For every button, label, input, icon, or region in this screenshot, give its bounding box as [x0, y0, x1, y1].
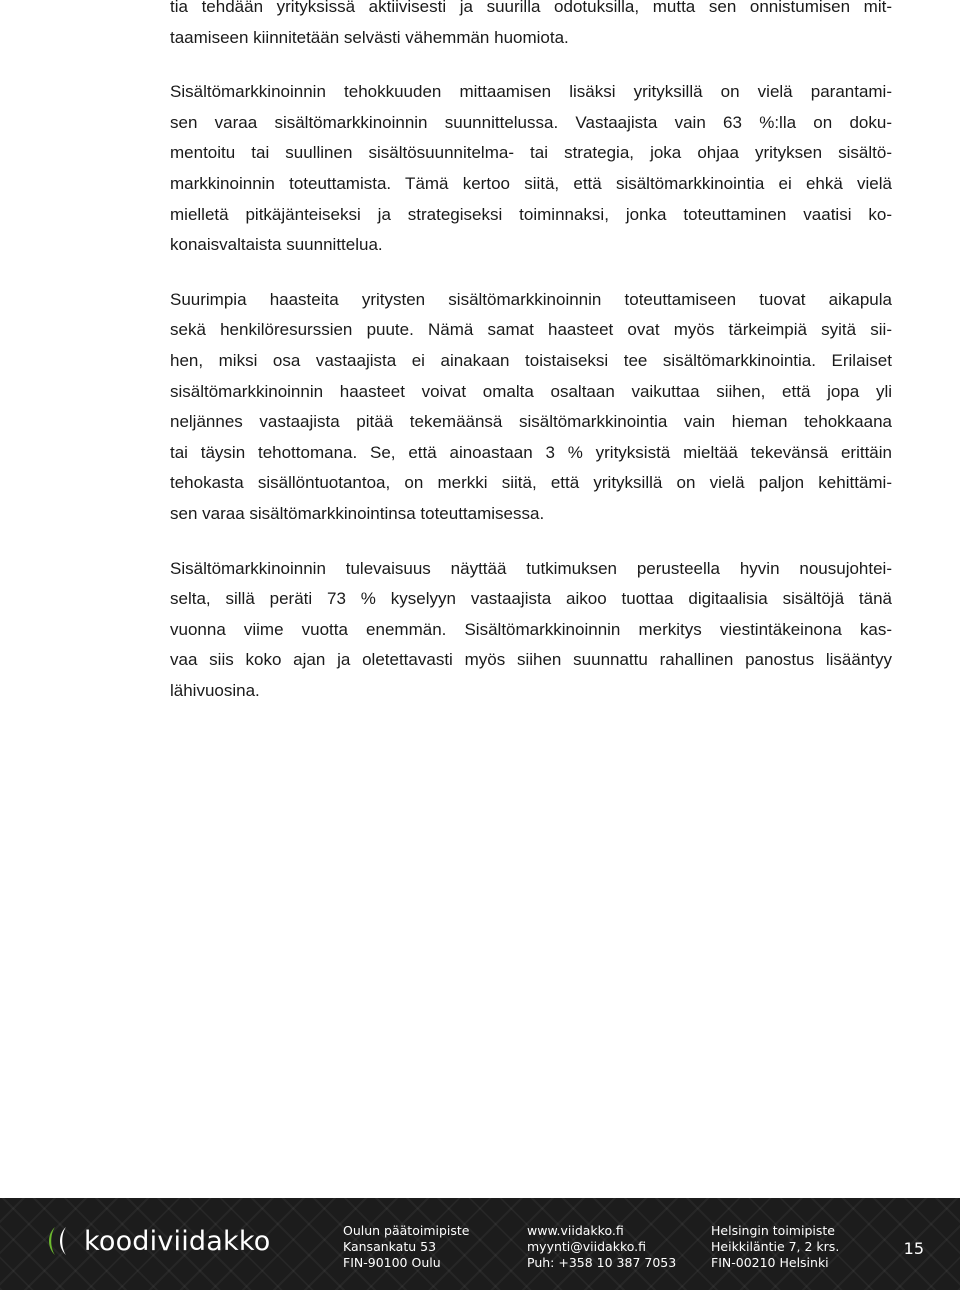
- paragraph-future: [170, 554, 892, 707]
- oulu-office-address: [343, 1223, 470, 1271]
- text-line: tai täysin tehottomana. Se, että ainoastaan 3 % yrityksistä mieltää tekevänsä erittäin: [170, 442, 892, 462]
- document-body: [170, 0, 892, 730]
- contact-info: [527, 1223, 676, 1271]
- text-line: vuonna viime vuotta enemmän. Sisältömarkkinoinnin merkitys viestintäkeinona kas-: [170, 619, 892, 639]
- text-line: vaa siis koko ajan ja oletettavasti myös siihen suunnattu rahallinen panostus lisääntyy: [170, 650, 892, 670]
- page-footer: [0, 1198, 960, 1290]
- text-line: konaisvaltaista suunnittelua.: [170, 235, 383, 255]
- text-line: tia tehdään yrityksissä aktiivisesti ja suurilla odotuksilla, mutta sen onnistumisen mit-: [170, 0, 892, 16]
- double-leaf-logo-icon: [46, 1224, 76, 1258]
- email-link[interactable]: myynti@viidakko.fi: [527, 1239, 647, 1254]
- text-line: mentoitu tai suullinen sisältösuunnitelma- tai strategia, joka ohjaa yrityksen sisältö-: [170, 143, 892, 163]
- text-line: sekä henkilöresurssien puute. Nämä samat haasteet ovat myös tärkeimpiä syitä sii-: [170, 320, 892, 340]
- office-title: Helsingin toimipiste: [711, 1223, 835, 1238]
- company-logo: [46, 1224, 270, 1258]
- text-line: taamiseen kiinnitetään selvästi vähemmän huomiota.: [170, 27, 569, 47]
- text-line: tehokasta sisällöntuotantoa, on merkki siitä, että yrityksillä on vielä paljon kehittämi-: [170, 473, 892, 493]
- text-line: sisältömarkkinoinnin haasteet voivat omalta osaltaan vaikuttaa siihen, että jopa yli: [170, 381, 892, 401]
- text-line: sen varaa sisältömarkkinoinnin suunnittelussa. Vastaajista vain 63 %:lla on doku-: [170, 112, 892, 132]
- paragraph-measurement-intro: [170, 0, 892, 53]
- text-line: markkinoinnin toteuttamista. Tämä kertoo siitä, että sisältömarkkinointia ei ehkä vielä: [170, 173, 892, 193]
- website-link[interactable]: www.viidakko.fi: [527, 1223, 624, 1238]
- paragraph-planning: [170, 77, 892, 261]
- text-line: sen varaa sisältömarkkinointinsa toteuttamisessa.: [170, 503, 545, 523]
- logo-wordmark: koodiviidakko: [84, 1225, 271, 1257]
- postal-address: FIN-00210 Helsinki: [711, 1255, 829, 1270]
- phone-number: Puh: +358 10 387 7053: [527, 1255, 677, 1270]
- street-address: Heikkiläntie 7, 2 krs.: [711, 1239, 840, 1254]
- text-line: Suurimpia haasteita yritysten sisältömarkkinoinnin toteuttamiseen tuovat aikapula: [170, 289, 892, 309]
- text-line: hen, miksi osa vastaajista ei ainakaan toistaiseksi tee sisältömarkkinointia. Erilaiset: [170, 350, 892, 370]
- text-line: neljännes vastaajista pitää tekemäänsä sisältömarkkinointia vain hieman tehokkaana: [170, 412, 892, 432]
- helsinki-office-address: [711, 1223, 839, 1271]
- text-line: Sisältömarkkinoinnin tulevaisuus näyttää tutkimuksen perusteella hyvin nousujohtei-: [170, 558, 892, 578]
- text-line: lähivuosina.: [170, 680, 260, 700]
- postal-address: FIN-90100 Oulu: [343, 1255, 441, 1270]
- street-address: Kansankatu 53: [343, 1239, 437, 1254]
- page-number: 15: [903, 1239, 924, 1258]
- office-title: Oulun päätoimipiste: [343, 1223, 470, 1238]
- text-line: Sisältömarkkinoinnin tehokkuuden mittaamisen lisäksi yrityksillä on vielä parantami-: [170, 82, 892, 102]
- text-line: mielletä pitkäjänteiseksi ja strategiseksi toiminnaksi, jonka toteuttaminen vaatisi ko-: [170, 204, 892, 224]
- text-line: selta, sillä peräti 73 % kyselyyn vastaajista aikoo tuottaa digitaalisia sisältöjä tänä: [170, 589, 892, 609]
- paragraph-challenges: [170, 285, 892, 530]
